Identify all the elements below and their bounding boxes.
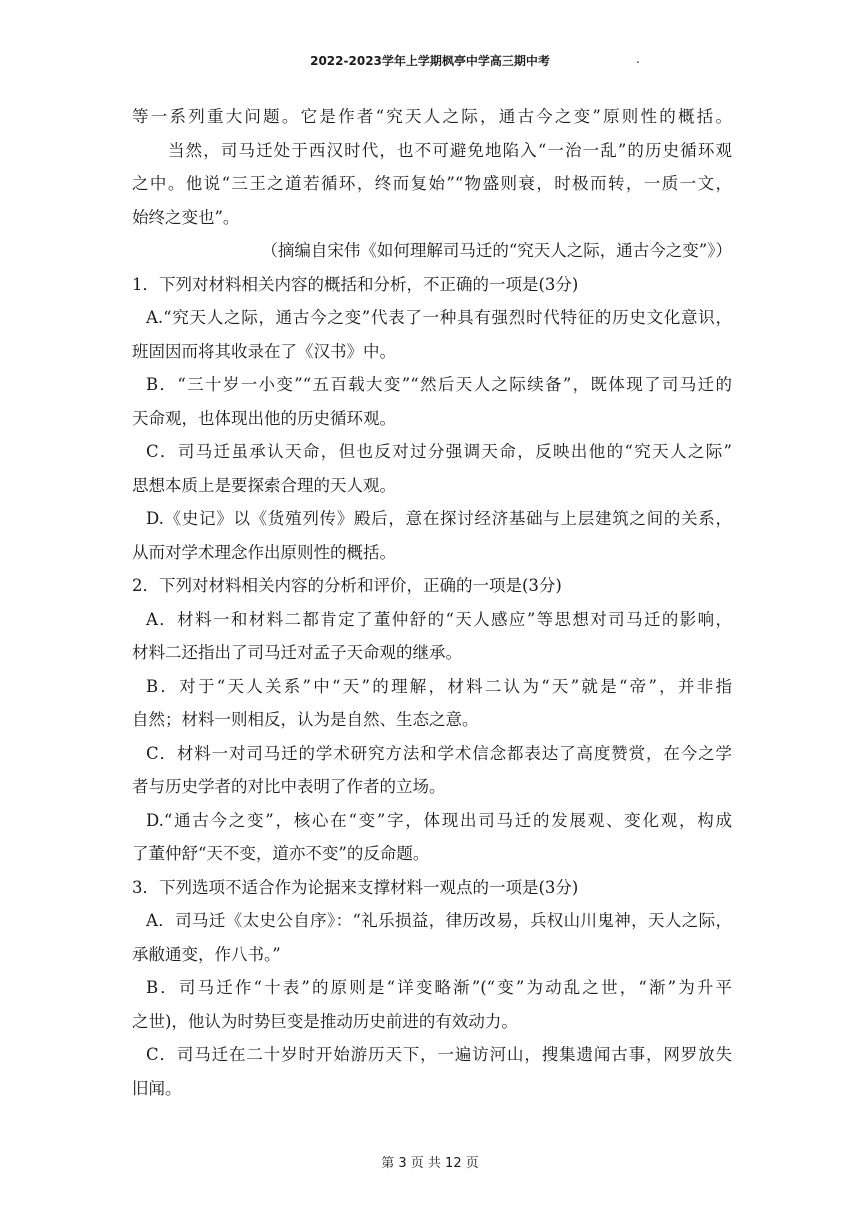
page-header: 2022-2023学年上学期枫亭中学高三期中考 (310, 54, 550, 68)
option-line: B．“三十岁一小变”“五百载大变”“然后天人之际续备”，既体现了司马迁的 (146, 375, 732, 394)
option-line: 之世)，他认为时势巨变是推动历史前进的有效动力。 (132, 1011, 518, 1031)
option-line: 天命观，也体现出他的历史循环观。 (132, 408, 396, 428)
option-line: D.《史记》以《货殖列传》殿后，意在探讨经济基础与上层建筑之间的关系， (146, 509, 732, 528)
question-stem: 2．下列对材料相关内容的分析和评价，正确的一项是(3分) (132, 576, 562, 595)
option-line: 自然；材料一则相反，认为是自然、生态之意。 (132, 710, 479, 729)
option-line: 者与历史学者的对比中表明了作者的立场。 (132, 777, 446, 796)
passage-line: 之中。他说“三王之道若循环，终而复始”“物盛则衰，时极而转，一质一文， (132, 174, 732, 193)
passage-line: 等一系列重大问题。它是作者“究天人之际，通古今之变”原则性的概括。 (132, 107, 732, 126)
passage-line: 当然，司马迁处于西汉时代，也不可避免地陷入“一治一乱”的历史循环观 (168, 140, 732, 160)
option-line: A．材料一和材料二都肯定了董仲舒的“天人感应”等思想对司马迁的影响， (146, 609, 732, 629)
option-line: B．司马迁作“十表”的原则是“详变略渐”(“变”为动乱之世，“渐”为升平 (146, 978, 732, 997)
option-line: 班固因而将其收录在了《汉书》中。 (132, 341, 396, 361)
option-line: C．司马迁虽承认天命，但也反对过分强调天命，反映出他的“究天人之际” (146, 442, 732, 461)
option-line: 材料二还指出了司马迁对孟子天命观的继承。 (132, 643, 462, 662)
option-line: 承敝通变，作八书。” (132, 944, 281, 964)
option-line: C．司马迁在二十岁时开始游历天下，一遍访河山，搜集遗闻古事，网罗放失 (146, 1045, 732, 1064)
page-content (132, 100, 732, 1105)
passage-source: （摘编自宋伟《如何理解司马迁的“究天人之际，通古今之变”》） (261, 241, 732, 260)
question-stem: 3．下列选项不适合作为论据来支撑材料一观点的一项是(3分) (132, 877, 579, 897)
option-line: A.“究天人之际，通古今之变”代表了一种具有强烈时代特征的历史文化意识， (146, 308, 732, 327)
option-line: D.“通古今之变”，核心在“变”字，体现出司马迁的发展观、变化观，构成 (146, 810, 732, 830)
option-line: 从而对学术理念作出原则性的概括。 (132, 542, 396, 562)
option-line: 旧闻。 (132, 1078, 182, 1098)
passage-line: 始终之变也”。 (132, 207, 240, 227)
question-stem: 1．下列对材料相关内容的概括和分析，不正确的一项是(3分) (132, 274, 579, 294)
option-line: C．材料一对司马迁的学术研究方法和学术信念都表达了高度赞赏，在今之学 (146, 743, 732, 763)
page-footer: 第 3 页 共 12 页 (381, 1156, 479, 1171)
option-line: 思想本质上是要探索合理的天人观。 (132, 475, 396, 495)
option-line: A．司马迁《太史公自序》：“礼乐损益，律历改易，兵权山川鬼神，天人之际， (146, 911, 732, 930)
header-dot: . (636, 52, 640, 66)
option-line: B．对于“天人关系”中“天”的理解，材料二认为“天”就是“帝”，并非指 (146, 676, 732, 696)
option-line: 了董仲舒“天不变，道亦不变”的反命题。 (132, 844, 430, 863)
